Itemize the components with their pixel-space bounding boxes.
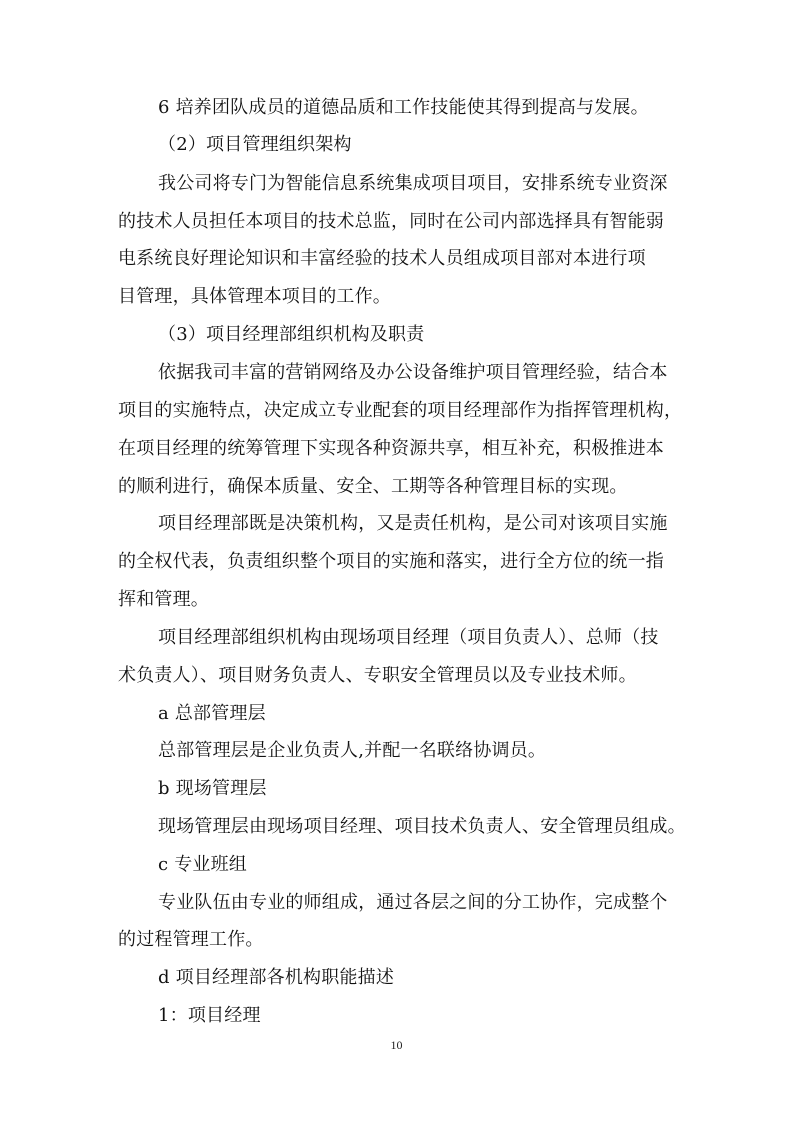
text-line: 现场管理层由现场项目经理、项目技术负责人、安全管理员组成。 (158, 816, 686, 837)
text-line: 项目的实施特点，决定成立专业配套的项目经理部作为指挥管理机构， (118, 400, 683, 421)
heading-1: 1：项目经理 (158, 1005, 261, 1026)
text-line: 总部管理层是企业负责人,并配一名联络协调员。 (158, 740, 547, 761)
text-line: 挥和管理。 (118, 589, 209, 610)
text-line: 专业队伍由专业的师组成，通过各层之间的分工协作，完成整个 (158, 892, 668, 913)
text-line: 依据我司丰富的营销网络及办公设备维护项目管理经验，结合本 (158, 362, 668, 383)
text-line: 术负责人）、项目财务负责人、专职安全管理员以及专业技术师。 (118, 665, 637, 686)
text-line: 项目经理部既是决策机构，又是责任机构，是公司对该项目实施 (158, 513, 668, 534)
heading-org-structure: （2）项目管理组织架构 (158, 134, 352, 155)
page-number: 10 (390, 1038, 403, 1052)
text-line-goal-6: 6 培养团队成员的道德品质和工作技能使其得到提高与发展。 (158, 97, 649, 118)
text-line: 我公司将专门为智能信息系统集成项目项目，安排系统专业资深 (158, 173, 668, 194)
text-line: 在项目经理的统筹管理下实现各种资源共享，相互补充，积极推进本 (118, 438, 664, 459)
text-line: 的顺利进行，确保本质量、安全、工期等各种管理目标的实现。 (118, 476, 628, 497)
heading-pm-department: （3）项目经理部组织机构及职责 (158, 324, 425, 345)
heading-c: c 专业班组 (158, 854, 248, 875)
text-line: 的技术人员担任本项目的技术总监，同时在公司内部选择具有智能弱 (118, 211, 664, 232)
heading-d: d 项目经理部各机构职能描述 (158, 967, 395, 988)
text-line: 电系统良好理论知识和丰富经验的技术人员组成项目部对本进行项 (118, 248, 646, 269)
text-line: 的全权代表，负责组织整个项目的实施和落实，进行全方位的统一指 (118, 551, 664, 572)
text-line: 目管理，具体管理本项目的工作。 (118, 286, 391, 307)
heading-a: a 总部管理层 (158, 703, 266, 724)
heading-b: b 现场管理层 (158, 778, 267, 799)
text-line: 的过程管理工作。 (118, 929, 264, 950)
text-line: 项目经理部组织机构由现场项目经理（项目负责人）、总师（技 (158, 627, 659, 648)
